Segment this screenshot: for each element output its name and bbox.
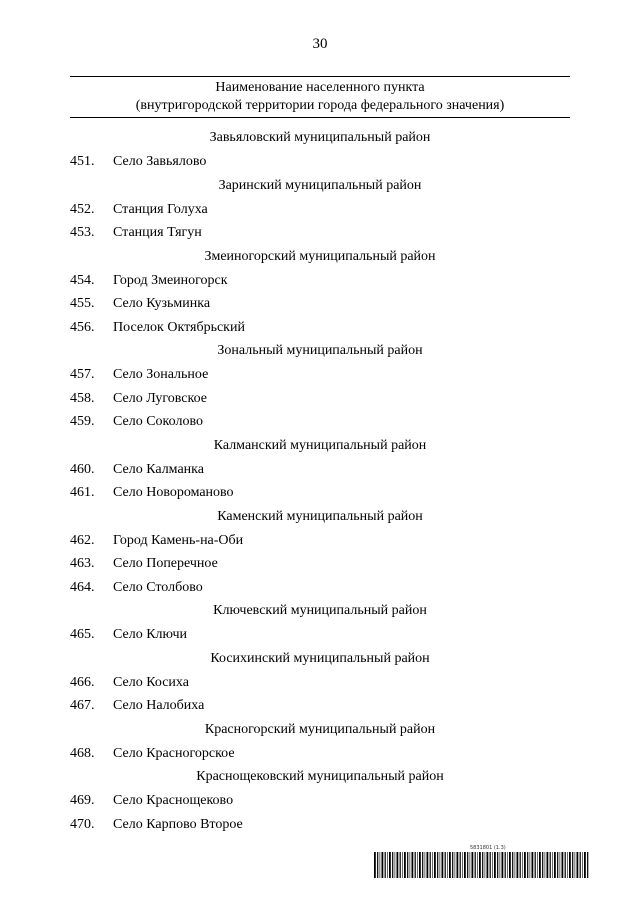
item-number: 460. (70, 461, 95, 477)
barcode-image (374, 852, 590, 878)
header-title: Наименование населенного пункта (215, 80, 425, 95)
district-heading: Змеиногорский муниципальный район (204, 248, 436, 264)
item-number: 464. (70, 579, 95, 595)
district-heading: Заринский муниципальный район (218, 177, 422, 193)
item-number: 457. (70, 367, 95, 382)
list-item (70, 363, 570, 387)
list-item (70, 576, 570, 600)
item-number: 470. (70, 816, 95, 832)
settlement-name: Село Косиха (113, 674, 189, 690)
item-number: 461. (70, 485, 95, 500)
item-number: 469. (70, 793, 95, 808)
list-item (70, 671, 570, 695)
district-heading: Завьяловский муниципальный район (209, 130, 431, 145)
item-number: 465. (70, 627, 95, 642)
district-heading: Краснощековский муниципальный район (196, 769, 444, 784)
settlement-name: Город Змеиногорск (113, 272, 228, 288)
settlement-name: Село Соколово (113, 414, 203, 429)
settlement-name: Село Зональное (113, 367, 209, 382)
settlement-name: Поселок Октябрьский (113, 319, 245, 335)
list-item (70, 481, 570, 505)
settlement-name: Село Кузьминка (113, 296, 211, 311)
item-number: 462. (70, 532, 95, 548)
item-number: 458. (70, 390, 95, 406)
settlement-name: Село Калманка (113, 461, 204, 477)
settlement-name: Село Новороманово (113, 485, 234, 500)
item-number: 454. (70, 272, 95, 288)
settlement-name: Село Луговское (113, 390, 207, 406)
district-heading: Красногорский муниципальный район (204, 721, 436, 737)
table-header (70, 76, 570, 118)
item-number: 459. (70, 414, 95, 429)
list-item (70, 694, 570, 718)
barcode-label: 5831801 (1.3) (470, 845, 506, 851)
list-item (70, 387, 570, 411)
list-item (70, 221, 570, 245)
list-item (70, 150, 570, 174)
settlement-name: Село Столбово (113, 579, 203, 595)
settlement-name: Село Завьялово (113, 154, 207, 169)
list-item (70, 458, 570, 482)
list-item (70, 316, 570, 340)
settlement-name: Село Налобиха (113, 698, 205, 713)
district-heading: Ключевский муниципальный район (213, 603, 427, 618)
list-item (70, 742, 570, 766)
item-number: 463. (70, 556, 95, 571)
item-number: 468. (70, 745, 95, 761)
page-number: 30 (312, 36, 328, 52)
item-number: 453. (70, 225, 95, 240)
list-item (70, 552, 570, 576)
settlement-name: Село Поперечное (113, 556, 218, 571)
settlement-name: Село Карпово Второе (113, 816, 243, 832)
settlement-list (70, 126, 570, 836)
list-item (70, 789, 570, 813)
list-item (70, 292, 570, 316)
header-subtitle: (внутригородской территории города федерального значения) (135, 98, 505, 113)
district-heading: Косихинский муниципальный район (210, 650, 430, 666)
district-heading: Калманский муниципальный район (213, 437, 427, 453)
district-heading: Зональный муниципальный район (217, 343, 423, 358)
list-item (70, 269, 570, 293)
item-number: 466. (70, 674, 95, 690)
settlement-name: Город Камень-на-Оби (113, 532, 244, 548)
list-item (70, 813, 570, 837)
settlement-name: Село Краснощеково (113, 793, 234, 808)
item-number: 451. (70, 154, 95, 169)
list-item (70, 198, 570, 222)
list-item (70, 410, 570, 434)
list-item (70, 623, 570, 647)
settlement-name: Станция Тягун (113, 225, 202, 240)
settlement-name: Село Ключи (113, 627, 187, 642)
item-number: 467. (70, 698, 95, 713)
district-heading: Каменский муниципальный район (217, 508, 423, 524)
item-number: 455. (70, 296, 95, 311)
item-number: 452. (70, 201, 95, 217)
list-item (70, 529, 570, 553)
settlement-name: Село Красногорское (113, 745, 235, 761)
settlement-name: Станция Голуха (113, 201, 208, 217)
item-number: 456. (70, 319, 95, 335)
